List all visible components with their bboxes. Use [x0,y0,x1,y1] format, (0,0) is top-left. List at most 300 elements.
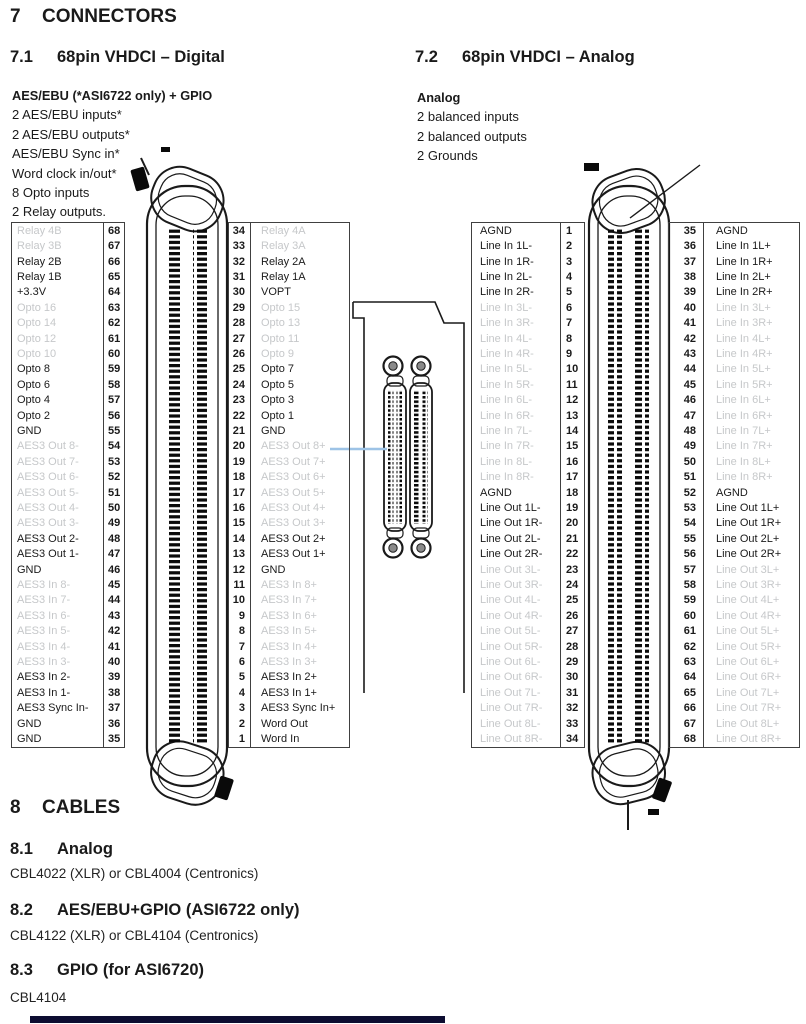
pin-row [472,454,584,469]
description-line: 2 balanced outputs [417,128,527,144]
pin-number: 36 [683,240,696,253]
pin-number: 26 [560,608,584,623]
pin-number: 43 [103,608,124,623]
pin-row [472,223,584,238]
pin-number: 9 [238,609,245,622]
pin-number: 33 [232,240,245,253]
pin-number: 46 [683,394,696,407]
pin-label: AES3 In 1- [17,686,71,699]
pin-row [12,577,124,592]
pin-number: 68 [683,733,696,746]
pin-label: Line In 7L- [480,424,532,437]
pin-label: Opto 8 [17,363,51,376]
pin-label: Line Out 5R- [480,640,543,653]
pin-label: AES3 In 8- [17,579,71,592]
pin-row [472,408,584,423]
pin-number: 25 [560,593,584,608]
pin-number: 67 [683,717,696,730]
pin-label: Line Out 2L- [480,532,541,545]
pin-number: 12 [232,563,245,576]
pin-label: AGND [480,486,512,499]
pin-row [472,577,584,592]
pin-label: Line Out 8L- [480,717,541,730]
pin-label: AES3 Out 3+ [250,516,349,531]
pin-label: AES3 Out 2+ [250,531,349,546]
pin-label: Line In 5R+ [703,377,799,392]
pin-label: AGND [703,485,799,500]
digital-connector-drawing [130,147,234,812]
pin-row [472,516,584,531]
pin-row [12,547,124,562]
pin-row [12,300,124,315]
pin-number: 25 [232,363,245,376]
pin-number: 8 [238,625,245,638]
pin-label: Opto 5 [250,377,349,392]
pin-row [12,500,124,515]
pin-number: 34 [560,731,584,746]
pin-label: Opto 6 [17,378,51,391]
pin-number: 48 [683,424,696,437]
pin-number: 42 [683,332,696,345]
digital-description-lines [12,105,212,221]
pin-label: Line Out 4R+ [703,608,799,623]
pin-number: 49 [103,516,124,531]
pin-number: 41 [103,639,124,654]
pin-label: AES3 Out 7- [17,455,79,468]
pin-row [229,238,349,253]
pin-label: AES3 Out 1- [17,548,79,561]
pin-label: GND [250,562,349,577]
pin-label: Opto 9 [250,346,349,361]
pin-number: 29 [560,654,584,669]
pin-label: Line Out 7R- [480,702,543,715]
pin-label: AES3 Out 4- [17,502,79,515]
pin-number: 17 [232,486,245,499]
pin-row [669,346,799,361]
pin-label: Line In 4R- [480,347,534,360]
pin-row [669,685,799,700]
pin-row [12,608,124,623]
pin-number: 40 [683,301,696,314]
pin-label: Word Out [250,716,349,731]
pin-number: 53 [683,502,696,515]
section-8-1-heading [10,840,113,859]
pin-label: Line Out 6L- [480,656,541,669]
pin-number: 57 [103,392,124,407]
pin-number: 42 [103,624,124,639]
pin-number: 19 [232,455,245,468]
section-number: 7.1 [10,48,33,66]
pin-row [12,392,124,407]
pin-label: Line In 6R- [480,409,534,422]
cable-8-3-body: CBL4104 [10,990,67,1005]
section-title: GPIO (for ASI6720) [57,961,205,979]
pin-row [12,454,124,469]
pin-number: 39 [683,286,696,299]
pin-row [229,315,349,330]
section-8-3-heading [10,961,204,980]
pin-row [472,701,584,716]
pin-label: Opto 16 [17,301,57,314]
pin-row [472,470,584,485]
pin-row [669,238,799,253]
pin-row [669,639,799,654]
pin-row [229,562,349,577]
pin-row [472,608,584,623]
pin-label: Line Out 1L- [480,502,541,515]
pin-label: AES3 In 2- [17,671,71,684]
pin-row [229,423,349,438]
pin-row [12,223,124,238]
section-number: 8.2 [10,901,33,919]
pin-number: 59 [103,362,124,377]
pin-row [229,408,349,423]
leader-line [630,165,700,218]
pin-label: AES3 In 7+ [250,593,349,608]
pin-label: Relay 4A [250,223,349,238]
pin-label: Line Out 7L+ [703,685,799,700]
pin-number: 20 [560,516,584,531]
pin-number: 26 [232,347,245,360]
pin-row [472,531,584,546]
pin-table-digital-right [228,222,350,748]
pin-row [229,500,349,515]
pin-row [229,223,349,238]
pin-label: Line Out 4L+ [703,593,799,608]
pin-label: AES3 In 6+ [250,608,349,623]
pin-row [12,423,124,438]
pin-label: Line In 3R+ [703,315,799,330]
pin-number: 6 [238,656,245,669]
bracket-socket-left [384,376,406,538]
pin-number: 41 [683,317,696,330]
pin-label: AES3 Out 8+ [250,439,349,454]
pin-label: Line Out 3R+ [703,577,799,592]
connector-latch-tab [214,775,234,800]
pin-row [12,701,124,716]
pin-label: Opto 2 [17,409,51,422]
pin-row [669,223,799,238]
pin-number: 46 [103,562,124,577]
pin-label: Line In 8R+ [703,470,799,485]
pin-number: 64 [103,285,124,300]
pin-row [472,331,584,346]
pin-number: 44 [683,363,696,376]
pin-label: AES3 In 6- [17,609,71,622]
pin1-indicator-mark [584,163,599,171]
pin-number: 3 [238,702,245,715]
pin-row [472,392,584,407]
pin-number: 16 [560,454,584,469]
pin-number: 17 [560,470,584,485]
pin-number: 22 [560,547,584,562]
pin-number: 56 [103,408,124,423]
pin-label: Line Out 7L- [480,686,541,699]
pin-number: 1 [560,223,584,238]
pin-number: 55 [683,532,696,545]
section-title: Analog [57,840,113,858]
section-7-heading [10,6,177,28]
pin-number: 47 [103,547,124,562]
pin-row [669,423,799,438]
pin-label: GND [17,717,42,730]
pin-label: Line In 1L- [480,240,532,253]
pin-number: 24 [232,378,245,391]
pin-row [229,624,349,639]
pin-label: AES3 Out 4+ [250,500,349,515]
description-line: 2 AES/EBU inputs* [12,107,122,123]
pin-label: Word In [250,731,349,746]
pin-label: Line In 4L- [480,332,532,345]
pin-label: Opto 7 [250,362,349,377]
pin-label: AES3 Sync In+ [250,701,349,716]
pin-number: 14 [560,423,584,438]
pin-number: 8 [560,331,584,346]
section-7-1-heading [10,48,225,67]
pin-row [229,331,349,346]
pin-number: 6 [560,300,584,315]
pin-label: Line In 1L+ [703,238,799,253]
pin-number: 56 [683,548,696,561]
pin-number: 30 [560,670,584,685]
pin-row [229,346,349,361]
pin-number: 37 [683,255,696,268]
pin-label: AES3 Out 7+ [250,454,349,469]
pin-number: 53 [103,454,124,469]
analog-description-block [417,88,527,166]
section-number: 8.1 [10,840,33,858]
pin-number: 15 [560,439,584,454]
pin-row [12,439,124,454]
pin-label: Line In 6L+ [703,392,799,407]
pin-number: 21 [232,424,245,437]
pin-label: AES3 In 1+ [250,685,349,700]
pin-label: Opto 15 [250,300,349,315]
pin-row [472,300,584,315]
pin-row [229,470,349,485]
connector-latch-tab [652,777,673,802]
description-line: 2 Grounds [417,148,478,164]
pin-number: 16 [232,502,245,515]
pin-label: Line In 5L- [480,363,532,376]
pin-row [12,624,124,639]
pin-number: 35 [103,731,124,746]
pin-label: Line Out 6R+ [703,670,799,685]
section-8-heading [10,797,120,819]
pin-number: 31 [232,270,245,283]
pin1-indicator-mark [648,809,659,815]
pin-label: Line In 7R+ [703,439,799,454]
pin-row [472,269,584,284]
pin-number: 45 [103,577,124,592]
pin-label: AES3 Out 1+ [250,547,349,562]
pin-number: 2 [560,238,584,253]
pin-label: Line In 6R+ [703,408,799,423]
pin-row [12,377,124,392]
pin-row [669,624,799,639]
pin-label: AES3 In 5+ [250,624,349,639]
pin-number: 65 [683,686,696,699]
pin-label: Line In 1R+ [703,254,799,269]
description-line: 8 Opto inputs [12,185,90,201]
pin-label: Opto 1 [250,408,349,423]
pin-label: Line Out 3L- [480,563,541,576]
pin-number: 59 [683,594,696,607]
description-line: Word clock in/out* [12,165,117,181]
pin-label: Line Out 1L+ [703,500,799,515]
section-title: 68pin VHDCI – Analog [462,48,635,66]
pin-row [229,701,349,716]
pin-number: 50 [683,455,696,468]
pin-label: Line Out 6R- [480,671,543,684]
pin-row [12,269,124,284]
pin-label: AES3 Out 5+ [250,485,349,500]
section-title: 68pin VHDCI – Digital [57,48,225,66]
pin-label: Line Out 8R+ [703,731,799,746]
pin-row [229,531,349,546]
pin-row [669,608,799,623]
pin-row [229,485,349,500]
pin-label: Line In 7R- [480,440,534,453]
pin-number: 1 [238,733,245,746]
pin-label: GND [250,423,349,438]
pin-row [229,285,349,300]
pin-row [12,685,124,700]
pin-label: Line In 8L- [480,455,532,468]
pin-number: 63 [103,300,124,315]
pin-row [669,439,799,454]
pin-number: 52 [683,486,696,499]
pci-bracket-drawing [330,302,464,693]
description-line: 2 Relay outputs. [12,204,106,220]
section-number: 7.2 [415,48,438,66]
pin-number: 18 [232,471,245,484]
pin-row [472,315,584,330]
pin-label: Line In 3R- [480,317,534,330]
pin-row [229,377,349,392]
section-number: 7 [10,6,21,27]
pin-label: AGND [480,224,512,237]
pin-label: Opto 13 [250,315,349,330]
pin-number: 13 [560,408,584,423]
pin-table-digital-left [11,222,125,748]
pin-label: Relay 3A [250,238,349,253]
pin-row [12,516,124,531]
pin-row [12,346,124,361]
section-7-2-heading [415,48,635,67]
pin-number: 39 [103,670,124,685]
pin-row [229,362,349,377]
pin-label: Line In 8L+ [703,454,799,469]
section-title: CONNECTORS [42,6,177,27]
pin-number: 67 [103,238,124,253]
pin-label: Line Out 4R- [480,609,543,622]
pin-row [669,562,799,577]
pin-number: 13 [232,548,245,561]
pin-row [12,470,124,485]
pin-label: Line In 2L+ [703,269,799,284]
pin-row [12,331,124,346]
pin-row [472,238,584,253]
pin-number: 23 [560,562,584,577]
pin-label: AES3 Out 3- [17,517,79,530]
pin-label: Opto 4 [17,394,51,407]
pin-number: 63 [683,656,696,669]
pin-number: 45 [683,378,696,391]
pin-number: 11 [560,377,584,392]
pin-label: Line In 2R- [480,286,534,299]
pin-row [12,285,124,300]
pin-row [12,408,124,423]
pin-row [12,531,124,546]
pin-label: Line In 4R+ [703,346,799,361]
pin-label: Opto 3 [250,392,349,407]
pin-number: 29 [232,301,245,314]
pin-number: 36 [103,716,124,731]
pin-number: 54 [683,517,696,530]
pin-label: Relay 4B [17,224,62,237]
pin-row [669,716,799,731]
pin-label: Line Out 2R+ [703,547,799,562]
pin-row [229,639,349,654]
pin-label: Relay 1B [17,270,62,283]
pin-label: Relay 1A [250,269,349,284]
pin-label: Line In 4L+ [703,331,799,346]
pin-row [472,423,584,438]
pin-number: 58 [683,579,696,592]
pin-label: AES3 In 4+ [250,639,349,654]
pin-label: AES3 Sync In- [17,702,89,715]
pin-number: 28 [232,317,245,330]
pin-row [229,254,349,269]
pin-row [472,362,584,377]
pin-number: 50 [103,500,124,515]
description-line: AES/EBU Sync in* [12,146,120,162]
pin-number: 62 [683,640,696,653]
pin-number: 12 [560,392,584,407]
pin-number: 20 [232,440,245,453]
digital-description-block [12,86,212,222]
pin-number: 24 [560,577,584,592]
pin-label: AES3 In 3+ [250,654,349,669]
pin-row [669,731,799,746]
pin-label: Relay 2A [250,254,349,269]
pin-row [669,408,799,423]
pin-row [472,485,584,500]
pin-number: 47 [683,409,696,422]
pin-number: 3 [560,254,584,269]
pin-table-analog-left [471,222,585,748]
pin-number: 19 [560,500,584,515]
description-line: 2 balanced inputs [417,109,519,125]
pin-row [669,701,799,716]
pin-label: Line Out 4L- [480,594,541,607]
pin-row [229,392,349,407]
pin-label: Line Out 5L+ [703,624,799,639]
pin-label: AES3 In 2+ [250,670,349,685]
pin-label: Line In 5L+ [703,362,799,377]
pin-number: 32 [232,255,245,268]
pin-row [12,238,124,253]
pin-label: Opto 10 [17,347,57,360]
pin-number: 5 [560,285,584,300]
pin-row [669,531,799,546]
pin-row [229,577,349,592]
pin-row [229,547,349,562]
pin-row [229,454,349,469]
analog-description-lines [417,107,527,165]
section-8-2-heading [10,901,300,920]
